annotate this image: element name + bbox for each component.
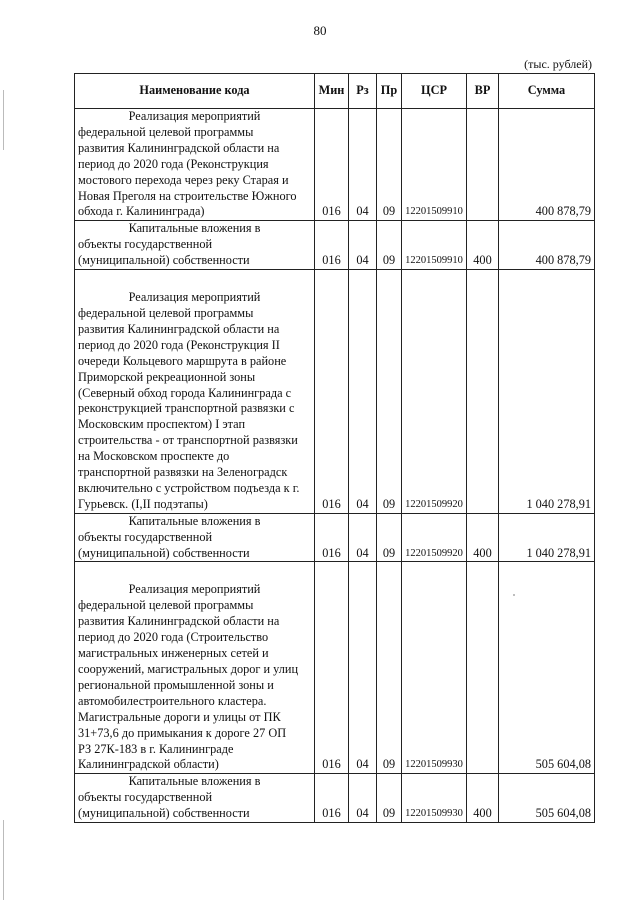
row-rz: 04 xyxy=(349,774,377,823)
col-header-vr: ВР xyxy=(467,74,499,109)
row-csr: 12201509930 xyxy=(402,774,467,823)
budget-table xyxy=(74,73,595,823)
row-pr: 09 xyxy=(377,221,402,270)
row-sum: 400 878,79 xyxy=(499,109,595,221)
row-name xyxy=(75,513,315,562)
row-rz: 04 xyxy=(349,221,377,270)
row-vr xyxy=(467,270,499,514)
table-row xyxy=(75,221,595,270)
row-sum: 1 040 278,91 xyxy=(499,270,595,514)
row-name xyxy=(75,109,315,221)
row-vr: 400 xyxy=(467,221,499,270)
units-note: (тыс. рублей) xyxy=(524,57,592,71)
row-csr: 12201509910 xyxy=(402,109,467,221)
row-rz: 04 xyxy=(349,562,377,774)
row-min: 016 xyxy=(315,513,349,562)
row-name xyxy=(75,221,315,270)
page-number: 80 xyxy=(313,23,327,38)
table-row xyxy=(75,109,595,221)
row-min: 016 xyxy=(315,562,349,774)
row-min: 016 xyxy=(315,109,349,221)
table-row xyxy=(75,270,595,514)
row-pr: 09 xyxy=(377,774,402,823)
row-name-first-line: Капитальные вложения в xyxy=(128,221,261,236)
row-rz: 04 xyxy=(349,270,377,514)
table-row xyxy=(75,562,595,774)
col-header-min: Мин xyxy=(315,74,349,109)
row-min: 016 xyxy=(315,774,349,823)
row-rz: 04 xyxy=(349,513,377,562)
row-name-first-line: Капитальные вложения в xyxy=(128,513,261,528)
scan-edge-mark xyxy=(3,90,4,150)
row-pr: 09 xyxy=(377,513,402,562)
table-row xyxy=(75,513,595,562)
row-name xyxy=(75,562,315,774)
row-csr: 12201509920 xyxy=(402,270,467,514)
row-min: 016 xyxy=(315,221,349,270)
col-header-name: Наименование кода xyxy=(75,74,315,109)
row-vr: 400 xyxy=(467,774,499,823)
row-csr: 12201509930 xyxy=(402,562,467,774)
row-sum: 400 878,79 xyxy=(499,221,595,270)
row-pr: 09 xyxy=(377,270,402,514)
col-header-rz: Рз xyxy=(349,74,377,109)
row-min: 016 xyxy=(315,270,349,514)
row-name-rest: федеральной целевой программы развития Калининградской области на период до 2020 года (Реконструкция II очереди Кольцевого маршрута в районе Приморской рекреационной зоны (Северный обход города Калининграда с реконструкцией транспортной развязки с Московским проспектом) I этап строительства - от транспортной развязки на Московском проспекте до транспортной развязки на Зеленоградск включительно с устройством подъезда к г. Гурьевск. (I,II подэтапы) xyxy=(78,305,300,511)
row-name-first-line: Капитальные вложения в xyxy=(128,774,261,789)
row-name-rest: объекты государственной (муниципальной) собственности xyxy=(78,790,250,821)
row-csr: 12201509910 xyxy=(402,221,467,270)
row-name-first-line: Реализация мероприятий xyxy=(128,582,261,597)
row-name-rest: федеральной целевой программы развития Калининградской области на период до 2020 года (Реконструкция мостового перехода через реку Старая и Новая Преголя на строительстве Южного обхода г. Калининграда) xyxy=(78,124,297,219)
row-name xyxy=(75,774,315,823)
table-header-row xyxy=(75,74,595,109)
row-name-first-line: Реализация мероприятий xyxy=(128,290,261,305)
table-row xyxy=(75,774,595,823)
scan-edge-mark xyxy=(3,820,4,900)
row-vr xyxy=(467,109,499,221)
row-name-rest: федеральной целевой программы развития Калининградской области на период до 2020 года (Строительство магистральных инженерных сетей и сооружений, магистральных дорог и улиц региональной промышленной зоны и автомобилестроительного кластера. Магистральные дороги и улицы от ПК 31+73,6 до примыкания к дороге 27 ОП РЗ 27К-183 в г. Калининграде Калининградской области) xyxy=(78,598,299,772)
row-vr: 400 xyxy=(467,513,499,562)
col-header-csr: ЦСР xyxy=(402,74,467,109)
row-sum: 505 604,08 xyxy=(499,774,595,823)
row-sum: 505 604,08 xyxy=(499,562,595,774)
row-rz: 04 xyxy=(349,109,377,221)
row-name-rest: объекты государственной (муниципальной) собственности xyxy=(78,529,250,560)
row-name-rest: объекты государственной (муниципальной) собственности xyxy=(78,237,250,268)
row-pr: 09 xyxy=(377,109,402,221)
row-name xyxy=(75,270,315,514)
row-pr: 09 xyxy=(377,562,402,774)
row-name-first-line: Реализация мероприятий xyxy=(128,109,261,123)
row-csr: 12201509920 xyxy=(402,513,467,562)
col-header-pr: Пр xyxy=(377,74,402,109)
row-sum: 1 040 278,91 xyxy=(499,513,595,562)
row-vr xyxy=(467,562,499,774)
col-header-sum: Сумма xyxy=(499,74,595,109)
